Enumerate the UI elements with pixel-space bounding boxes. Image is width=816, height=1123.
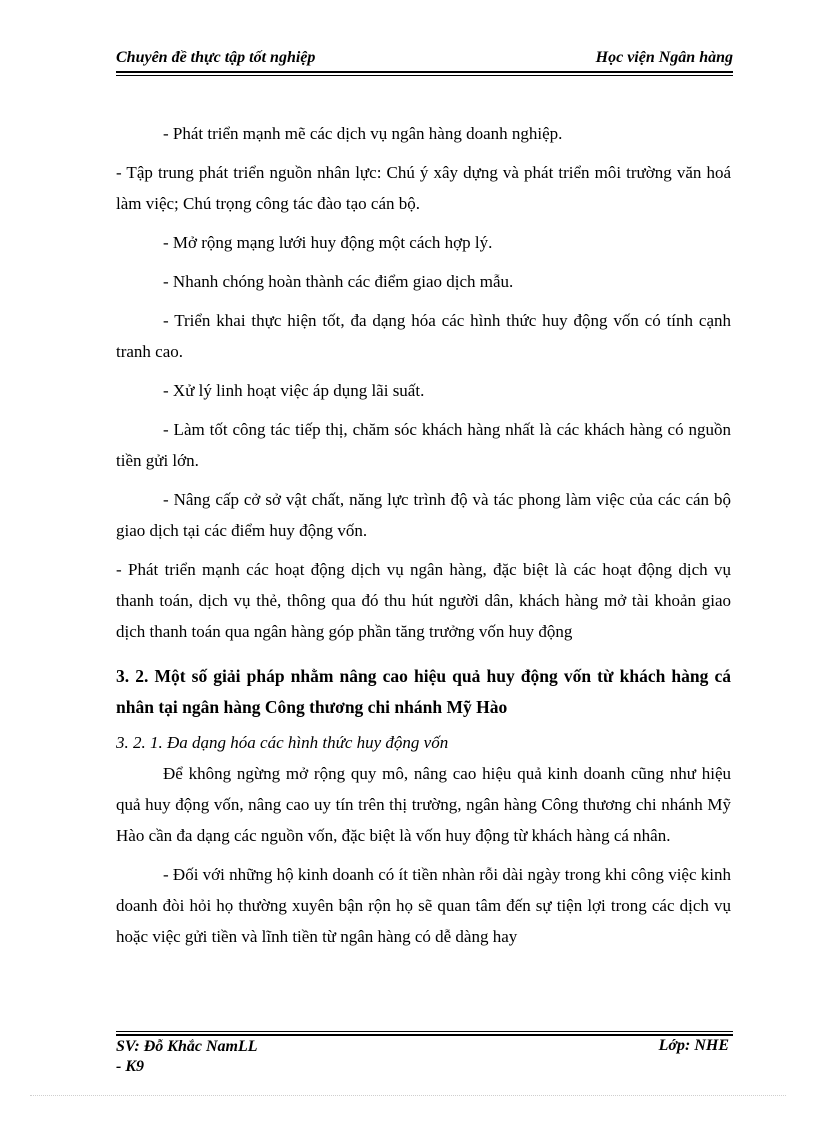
- header-left-title: Chuyên đề thực tập tốt nghiệp: [116, 49, 316, 66]
- paragraph-8: - Nâng cấp cở sở vật chất, năng lực trình độ và tác phong làm việc của các cán bộ giao dịch tại các điểm huy động vốn.: [116, 490, 731, 540]
- header-rule-thin: [116, 75, 733, 76]
- header-rule-thick: [116, 71, 733, 73]
- paragraph-10: Để không ngừng mở rộng quy mô, nâng cao hiệu quả kinh doanh cũng như hiệu quả huy động vốn, nâng cao uy tín trên thị trường, ngân hàng Công thương chi nhánh Mỹ Hào cần đa dạng các nguồn vốn, đặc biệt là vốn huy động từ khách hàng cá nhân.: [116, 764, 731, 845]
- page-header: [116, 44, 733, 74]
- page-footer: [116, 1031, 733, 1081]
- paragraph-9: - Phát triển mạnh các hoạt động dịch vụ ngân hàng, đặc biệt là các hoạt động dịch vụ thanh toán, dịch vụ thẻ, thông qua đó thu hút người dân, khách hàng mở tài khoản giao dịch thanh toán qua ngân hàng góp phần tăng trưởng vốn huy động: [116, 560, 731, 641]
- paragraph-5: - Triển khai thực hiện tốt, đa dạng hóa các hình thức huy động vốn có tính cạnh tranh cao.: [116, 311, 731, 361]
- footer-student-name: SV: Đỗ Khắc NamLL: [116, 1038, 258, 1055]
- footer-rule-thick: [116, 1034, 733, 1036]
- footer-student: [116, 1037, 257, 1077]
- section-heading: 3. 2. Một số giải pháp nhằm nâng cao hiệu quả huy động vốn từ khách hàng cá nhân tại ngân hàng Công thương chi nhánh Mỹ Hào: [116, 666, 731, 717]
- subsection-heading: 3. 2. 1. Đa dạng hóa các hình thức huy động vốn: [116, 733, 449, 752]
- paragraph-2: - Tập trung phát triển nguồn nhân lực: Chú ý xây dựng và phát triển môi trường văn hoá làm việc; Chú trọng công tác đào tạo cán bộ.: [116, 163, 731, 213]
- paragraph-7: - Làm tốt công tác tiếp thị, chăm sóc khách hàng nhất là các khách hàng có nguồn tiền gửi lớn.: [116, 420, 731, 470]
- paragraph-1: - Phát triển mạnh mẽ các dịch vụ ngân hàng doanh nghiệp.: [163, 124, 563, 143]
- paragraph-11: - Đối với những hộ kinh doanh có ít tiền nhàn rỗi dài ngày trong khi công việc kinh doanh đòi hỏi họ thường xuyên bận rộn họ sẽ quan tâm đến sự tiện lợi trong các dịch vụ hoặc việc gửi tiền và lĩnh tiền từ ngân hàng có dễ dàng hay: [116, 865, 731, 946]
- paragraph-6: - Xử lý linh hoạt việc áp dụng lãi suất.: [163, 381, 425, 400]
- page-bottom-dotted-line: [30, 1095, 786, 1096]
- footer-student-cohort: - K9: [116, 1058, 144, 1075]
- footer-class: Lớp: NHE: [658, 1037, 729, 1054]
- page-body: [116, 118, 731, 952]
- header-right-title: Học viện Ngân hàng: [595, 49, 733, 66]
- paragraph-3: - Mở rộng mạng lưới huy động một cách hợp lý.: [163, 233, 493, 252]
- footer-rule-thin: [116, 1031, 733, 1032]
- paragraph-4: - Nhanh chóng hoàn thành các điểm giao dịch mẫu.: [163, 272, 514, 291]
